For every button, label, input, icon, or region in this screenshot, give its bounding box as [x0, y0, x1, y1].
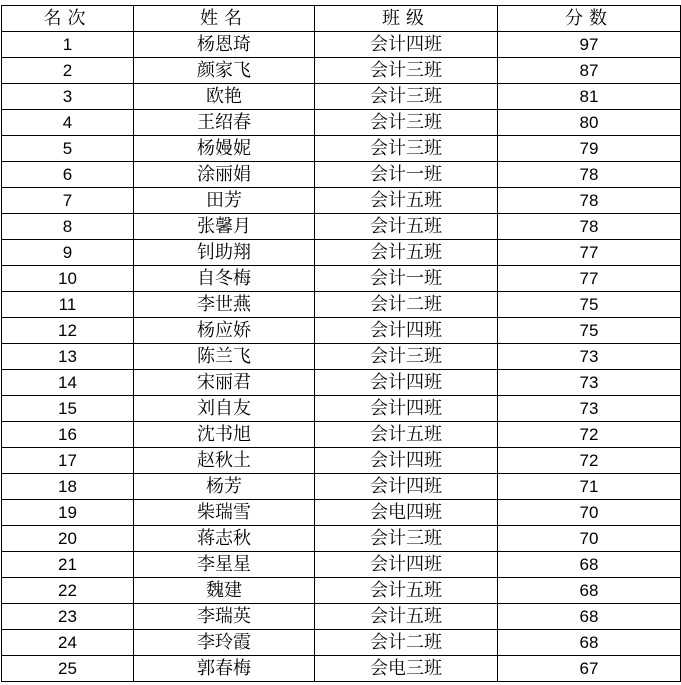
class-cell: 会计一班	[315, 266, 498, 292]
rank-cell: 5	[2, 136, 134, 162]
table-row	[2, 474, 681, 500]
table-row	[2, 32, 681, 58]
class-cell: 会计五班	[315, 188, 498, 214]
score-cell: 71	[498, 474, 681, 500]
table-row	[2, 656, 681, 682]
score-cell: 81	[498, 84, 681, 110]
student-name-cell: 杨嫚妮	[134, 136, 315, 162]
header-name: 姓名	[134, 6, 315, 32]
class-cell: 会计一班	[315, 162, 498, 188]
class-cell: 会计五班	[315, 214, 498, 240]
score-cell: 73	[498, 396, 681, 422]
student-name-cell: 张馨月	[134, 214, 315, 240]
rank-cell: 15	[2, 396, 134, 422]
class-cell: 会计五班	[315, 604, 498, 630]
score-cell: 78	[498, 214, 681, 240]
ranking-table	[1, 5, 681, 682]
class-cell: 会电四班	[315, 500, 498, 526]
score-cell: 68	[498, 630, 681, 656]
rank-cell: 11	[2, 292, 134, 318]
rank-cell: 10	[2, 266, 134, 292]
table-header-row	[2, 6, 681, 32]
rank-cell: 25	[2, 656, 134, 682]
rank-cell: 19	[2, 500, 134, 526]
rank-cell: 3	[2, 84, 134, 110]
class-cell: 会计四班	[315, 318, 498, 344]
table-row	[2, 84, 681, 110]
score-cell: 72	[498, 422, 681, 448]
rank-cell: 17	[2, 448, 134, 474]
class-cell: 会计五班	[315, 422, 498, 448]
student-name-cell: 涂丽娟	[134, 162, 315, 188]
student-name-cell: 李世燕	[134, 292, 315, 318]
student-name-cell: 郭春梅	[134, 656, 315, 682]
rank-cell: 6	[2, 162, 134, 188]
table-row	[2, 188, 681, 214]
header-class: 班级	[315, 6, 498, 32]
score-cell: 68	[498, 552, 681, 578]
rank-cell: 4	[2, 110, 134, 136]
table-row	[2, 214, 681, 240]
table-row	[2, 58, 681, 84]
rank-cell: 8	[2, 214, 134, 240]
rank-cell: 23	[2, 604, 134, 630]
class-cell: 会计三班	[315, 526, 498, 552]
student-name-cell: 杨应娇	[134, 318, 315, 344]
rank-cell: 1	[2, 32, 134, 58]
score-cell: 68	[498, 604, 681, 630]
table-row	[2, 136, 681, 162]
class-cell: 会计五班	[315, 578, 498, 604]
rank-cell: 2	[2, 58, 134, 84]
class-cell: 会计三班	[315, 58, 498, 84]
student-name-cell: 陈兰飞	[134, 344, 315, 370]
score-cell: 77	[498, 240, 681, 266]
rank-cell: 7	[2, 188, 134, 214]
table-body	[2, 32, 681, 682]
table-row	[2, 318, 681, 344]
score-cell: 80	[498, 110, 681, 136]
class-cell: 会计五班	[315, 240, 498, 266]
student-name-cell: 钊助翔	[134, 240, 315, 266]
student-name-cell: 柴瑞雪	[134, 500, 315, 526]
table-row	[2, 266, 681, 292]
class-cell: 会计四班	[315, 448, 498, 474]
rank-cell: 18	[2, 474, 134, 500]
score-cell: 72	[498, 448, 681, 474]
score-cell: 87	[498, 58, 681, 84]
student-name-cell: 魏建	[134, 578, 315, 604]
rank-cell: 13	[2, 344, 134, 370]
class-cell: 会计四班	[315, 32, 498, 58]
class-cell: 会电三班	[315, 656, 498, 682]
score-cell: 97	[498, 32, 681, 58]
score-cell: 75	[498, 292, 681, 318]
rank-cell: 24	[2, 630, 134, 656]
score-cell: 77	[498, 266, 681, 292]
score-cell: 75	[498, 318, 681, 344]
table-row	[2, 448, 681, 474]
student-name-cell: 赵秋土	[134, 448, 315, 474]
class-cell: 会计二班	[315, 292, 498, 318]
table-row	[2, 396, 681, 422]
student-name-cell: 李星星	[134, 552, 315, 578]
rank-cell: 12	[2, 318, 134, 344]
table-row	[2, 370, 681, 396]
score-cell: 78	[498, 162, 681, 188]
class-cell: 会计四班	[315, 370, 498, 396]
student-name-cell: 自冬梅	[134, 266, 315, 292]
table-row	[2, 578, 681, 604]
table-row	[2, 552, 681, 578]
table-row	[2, 292, 681, 318]
student-name-cell: 沈书旭	[134, 422, 315, 448]
rank-cell: 16	[2, 422, 134, 448]
student-name-cell: 颜家飞	[134, 58, 315, 84]
student-name-cell: 田芳	[134, 188, 315, 214]
header-rank: 名次	[2, 6, 134, 32]
rank-cell: 21	[2, 552, 134, 578]
score-cell: 79	[498, 136, 681, 162]
rank-cell: 9	[2, 240, 134, 266]
class-cell: 会计四班	[315, 396, 498, 422]
score-cell: 73	[498, 344, 681, 370]
table-row	[2, 344, 681, 370]
rank-cell: 20	[2, 526, 134, 552]
student-name-cell: 蒋志秋	[134, 526, 315, 552]
rank-cell: 22	[2, 578, 134, 604]
class-cell: 会计三班	[315, 344, 498, 370]
rank-cell: 14	[2, 370, 134, 396]
student-name-cell: 杨芳	[134, 474, 315, 500]
class-cell: 会计二班	[315, 630, 498, 656]
class-cell: 会计四班	[315, 474, 498, 500]
student-name-cell: 杨恩琦	[134, 32, 315, 58]
class-cell: 会计四班	[315, 552, 498, 578]
table-row	[2, 240, 681, 266]
header-score: 分数	[498, 6, 681, 32]
score-cell: 70	[498, 500, 681, 526]
table-row	[2, 526, 681, 552]
score-cell: 73	[498, 370, 681, 396]
student-name-cell: 李玲霞	[134, 630, 315, 656]
table-row	[2, 630, 681, 656]
student-name-cell: 欧艳	[134, 84, 315, 110]
student-name-cell: 李瑞英	[134, 604, 315, 630]
table-row	[2, 500, 681, 526]
student-name-cell: 宋丽君	[134, 370, 315, 396]
student-name-cell: 王绍春	[134, 110, 315, 136]
score-cell: 70	[498, 526, 681, 552]
table-row	[2, 604, 681, 630]
score-cell: 67	[498, 656, 681, 682]
class-cell: 会计三班	[315, 136, 498, 162]
table-row	[2, 162, 681, 188]
class-cell: 会计三班	[315, 110, 498, 136]
table-row	[2, 422, 681, 448]
student-name-cell: 刘自友	[134, 396, 315, 422]
score-cell: 78	[498, 188, 681, 214]
table-row	[2, 110, 681, 136]
score-cell: 68	[498, 578, 681, 604]
class-cell: 会计三班	[315, 84, 498, 110]
